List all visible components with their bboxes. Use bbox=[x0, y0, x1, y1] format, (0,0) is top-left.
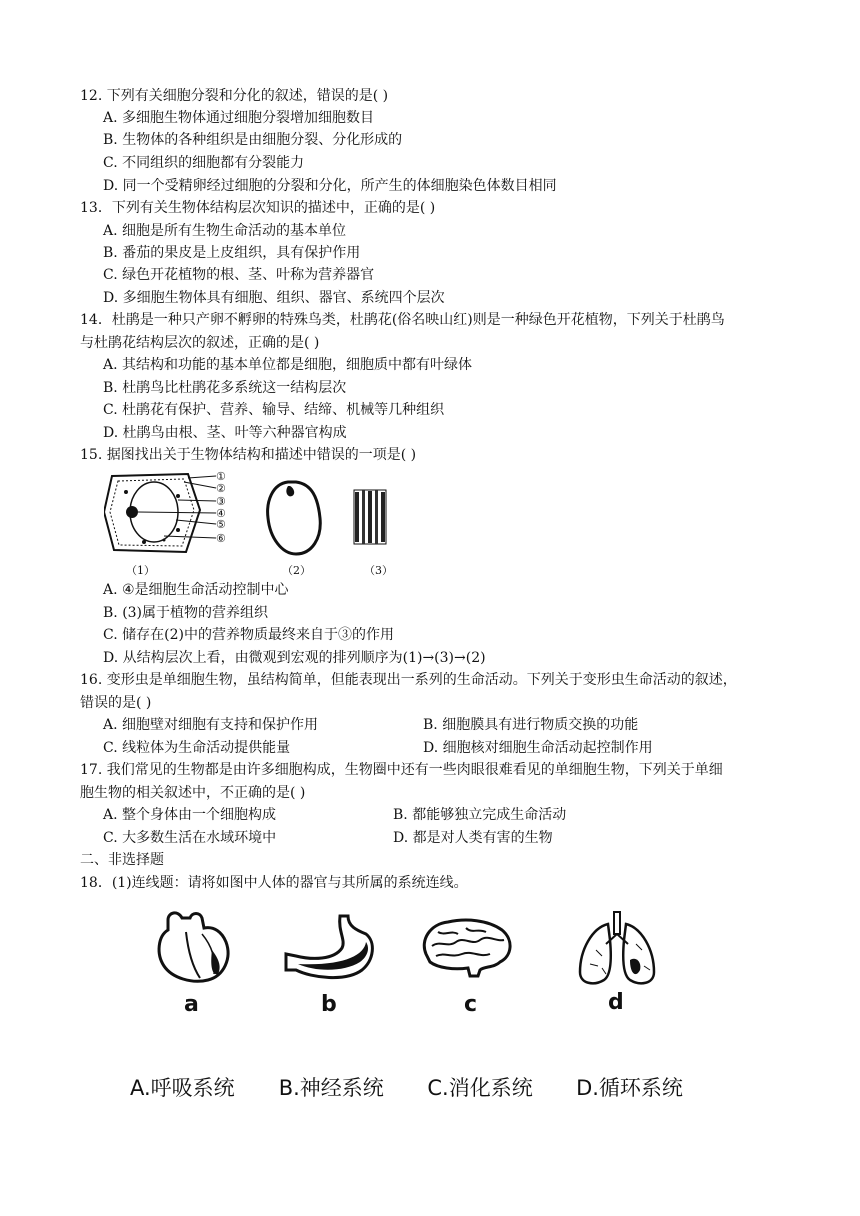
organ-label-c: c bbox=[464, 992, 478, 1017]
q13-option-d: D. 多细胞生物体具有细胞、组织、器官、系统四个层次 bbox=[103, 290, 445, 306]
system-digestive: C.消化系统 bbox=[427, 1076, 533, 1100]
q12-option-b: B. 生物体的各种组织是由细胞分裂、分化形成的 bbox=[103, 132, 403, 148]
q16-option-b: B. 细胞膜具有进行物质交换的功能 bbox=[423, 717, 639, 733]
q14-option-c: C. 杜鹃花有保护、营养、输导、结缔、机械等几种组织 bbox=[103, 402, 445, 418]
q16-option-c: C. 线粒体为生命活动提供能量 bbox=[103, 740, 291, 756]
cell-label-1: ① bbox=[216, 470, 226, 483]
stomach-icon bbox=[282, 912, 378, 982]
system-circulatory: D.循环系统 bbox=[576, 1076, 683, 1100]
q15-option-c: C. 储存在(2)中的营养物质最终来自于③的作用 bbox=[103, 627, 394, 643]
brain-icon bbox=[418, 918, 514, 978]
q15-option-b: B. (3)属于植物的营养组织 bbox=[103, 605, 269, 621]
q17-option-a: A. 整个身体由一个细胞构成 bbox=[103, 807, 277, 823]
figure-caption-1: （1） bbox=[126, 564, 155, 577]
q15-option-a: A. ④是细胞生命活动控制中心 bbox=[103, 582, 289, 598]
q16-option-d: D. 细胞核对细胞生命活动起控制作用 bbox=[423, 740, 653, 756]
q12-option-c: C. 不同组织的细胞都有分裂能力 bbox=[103, 155, 305, 171]
figure-caption-3: （3） bbox=[364, 564, 393, 577]
q14-option-d: D. 杜鹃鸟由根、茎、叶等六种器官构成 bbox=[103, 425, 347, 441]
q16-stem-line2: 错误的是( ) bbox=[80, 695, 152, 711]
q16-option-a: A. 细胞壁对细胞有支持和保护作用 bbox=[103, 717, 319, 733]
q17-option-d: D. 都是对人类有害的生物 bbox=[393, 830, 553, 846]
organ-label-a: a bbox=[184, 992, 199, 1017]
systems-list bbox=[130, 1072, 683, 1102]
q12-option-a: A. 多细胞生物体通过细胞分裂增加细胞数目 bbox=[103, 110, 375, 126]
q17-stem-line2: 胞生物的相关叙述中，不正确的是( ) bbox=[80, 785, 306, 801]
q14-stem-line2: 与杜鹃花结构层次的叙述，正确的是( ) bbox=[80, 335, 320, 351]
cell-label-3: ③ bbox=[216, 495, 226, 508]
lungs-icon bbox=[576, 910, 658, 990]
seed-figure bbox=[262, 478, 326, 558]
q13-stem: 13．下列有关生物体结构层次知识的描述中，正确的是( ) bbox=[80, 200, 436, 216]
q12-option-d: D. 同一个受精卵经过细胞的分裂和分化，所产生的体细胞染色体数目相同 bbox=[103, 178, 557, 194]
q13-option-b: B. 番茄的果皮是上皮组织，具有保护作用 bbox=[103, 245, 361, 261]
q17-stem-line1: 17. 我们常见的生物都是由许多细胞构成，生物圈中还有一些肉眼很难看见的单细胞生物，下列关于单细 bbox=[80, 762, 723, 778]
q18-stem: 18．(1)连线题：请将如图中人体的器官与其所属的系统连线。 bbox=[80, 875, 468, 891]
q13-option-c: C. 绿色开花植物的根、茎、叶称为营养器官 bbox=[103, 267, 375, 283]
heart-icon bbox=[152, 910, 236, 986]
organ-label-b: b bbox=[321, 992, 337, 1017]
system-nervous: B.神经系统 bbox=[278, 1076, 384, 1100]
q17-option-b: B. 都能够独立完成生命活动 bbox=[393, 807, 567, 823]
organ-label-d: d bbox=[608, 990, 624, 1015]
q14-stem-line1: 14．杜鹃是一种只产卵不孵卵的特殊鸟类，杜鹃花(俗名映山红)则是一种绿色开花植物，下列关于杜鹃鸟 bbox=[80, 312, 725, 328]
q15-option-d: D. 从结构层次上看，由微观到宏观的排列顺序为(1)→(3)→(2) bbox=[103, 650, 486, 666]
figure-caption-2: （2） bbox=[282, 564, 311, 577]
q14-option-a: A. 其结构和功能的基本单位都是细胞，细胞质中都有叶绿体 bbox=[103, 357, 473, 373]
q12-stem: 12. 下列有关细胞分裂和分化的叙述，错误的是( ) bbox=[80, 88, 389, 104]
q16-stem-line1: 16. 变形虫是单细胞生物，虽结构简单，但能表现出一系列的生命活动。下列关于变形虫生命活动的叙述， bbox=[80, 672, 737, 688]
q15-stem: 15. 据图找出关于生物体结构和描述中错误的一项是( ) bbox=[80, 447, 417, 463]
cell-label-6: ⑥ bbox=[216, 532, 226, 545]
tissue-figure bbox=[350, 486, 390, 548]
q17-option-c: C. 大多数生活在水域环境中 bbox=[103, 830, 277, 846]
system-respiratory: A.呼吸系统 bbox=[130, 1076, 235, 1100]
cell-label-2: ② bbox=[216, 482, 226, 495]
cell-label-5: ⑤ bbox=[216, 518, 226, 531]
q13-option-a: A. 细胞是所有生物生命活动的基本单位 bbox=[103, 223, 347, 239]
cell-label-4: ④ bbox=[216, 507, 226, 520]
q14-option-b: B. 杜鹃鸟比杜鹃花多系统这一结构层次 bbox=[103, 380, 347, 396]
section-heading: 二、非选择题 bbox=[80, 852, 164, 868]
